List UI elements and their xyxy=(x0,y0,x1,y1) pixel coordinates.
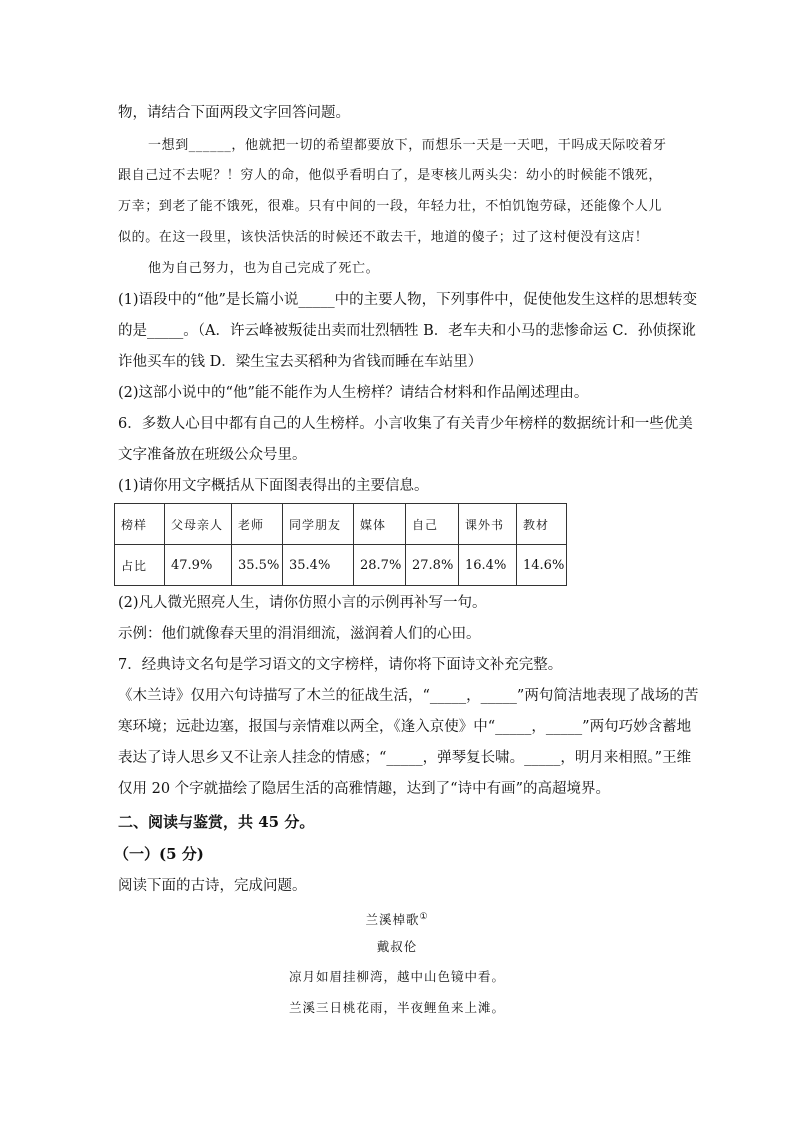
poem-author: 戴叔伦 xyxy=(376,939,418,954)
table-cell: 媒体 xyxy=(354,504,406,545)
poem-line-2: 兰溪三日桃花雨，半夜鲤鱼来上滩。 xyxy=(288,1000,505,1015)
excerpt-line-3: 万幸；到老了能不饿死，很难。只有中间的一段，年轻力壮，不怕饥饱劳碌，还能像个人儿 xyxy=(118,199,663,214)
q6-2: (2)凡人微光照亮人生，请你仿照小言的示例再补写一句。 xyxy=(118,595,487,611)
q6-1: (1)请你用文字概括从下面图表得出的主要信息。 xyxy=(118,478,429,494)
table-cell: 同学朋友 xyxy=(283,504,354,545)
table-row xyxy=(115,545,567,586)
table-cell: 榜样 xyxy=(115,504,165,545)
q5-1-line-1: (1)语段中的“他”是长篇小说_____中的主要人物，下列事件中，促使他发生这样的思想转变 xyxy=(118,292,698,308)
poem-title-text: 兰溪棹歌 xyxy=(365,912,420,928)
top-text: 物，请结合下面两段文字回答问题。 xyxy=(118,105,350,121)
instruction: 阅读下面的古诗，完成问题。 xyxy=(118,878,307,894)
table-cell: 14.6% xyxy=(517,545,567,586)
table-cell: 自己 xyxy=(406,504,459,545)
excerpt-line-1: 一想到______，他就把一切的希望都要放下，而想乐一天是一天吧，干吗成天际咬着牙 xyxy=(148,138,667,153)
table-cell: 父母亲人 xyxy=(165,504,232,545)
footnote-marker: ① xyxy=(419,912,429,922)
table-cell: 28.7% xyxy=(354,545,406,586)
table-cell: 课外书 xyxy=(459,504,517,545)
q7-line-4: 表达了诗人思乡又不让亲人挂念的情感；“_____，弹琴复长啸。_____，明月来相照。”王维 xyxy=(118,750,692,766)
excerpt-line-2: 跟自己过不去呢？！穷人的命，他似乎看明白了，是枣核儿两头尖：幼小的时候能不饿死， xyxy=(118,168,663,183)
example: 示例：他们就像春天里的涓涓细流，滋润着人们的心田。 xyxy=(118,626,481,642)
q6-line-1: 6．多数人心目中都有自己的人生榜样。小言收集了有关青少年榜样的数据统计和一些优美 xyxy=(118,416,693,432)
q6-line-2: 文字准备放在班级公众号里。 xyxy=(118,447,307,463)
table-cell: 35.4% xyxy=(283,545,354,586)
table-cell: 老师 xyxy=(232,504,283,545)
table-cell: 16.4% xyxy=(459,545,517,586)
q7-line-5: 仅用 20 个字就描绘了隐居生活的高雅情趣，达到了“诗中有画”的高超境界。 xyxy=(118,781,610,797)
table-cell: 教材 xyxy=(517,504,567,545)
table-cell: 27.8% xyxy=(406,545,459,586)
table-cell: 47.9% xyxy=(165,545,232,586)
q5-1-line-3: 诈他买车的钱 D．梁生宝去买稻种为省钱而睡在车站里） xyxy=(118,354,483,370)
table-cell: 占比 xyxy=(115,545,165,586)
section-heading: 二、阅读与鉴赏，共 45 分。 xyxy=(118,813,315,831)
q5-1-line-2: 的是_____。（A．许云峰被叛徒出卖而壮烈牺牲 B．老车夫和小马的悲惨命运 C．孙侦探讹 xyxy=(118,323,696,339)
q7-line-1: 7．经典诗文名句是学习语文的文字榜样，请你将下面诗文补充完整。 xyxy=(118,657,563,673)
q7-line-3: 寒环境；远赴边塞，报国与亲情难以两全，《逢入京使》中“_____，_____”两句巧妙含蓄地 xyxy=(118,719,692,735)
subsection-heading: （一）(5 分) xyxy=(114,845,204,863)
role-model-table xyxy=(114,503,567,586)
q5-2: (2)这部小说中的“他”能不能作为人生榜样？请结合材料和作品阐述理由。 xyxy=(118,385,589,401)
excerpt-line-4: 似的。在这一段里，该快活快活的时候还不敢去干，地道的傻子；过了这村便没有这店！ xyxy=(118,230,649,245)
q7-line-2: 《木兰诗》仅用六句诗描写了木兰的征战生活，“_____，_____”两句简洁地表现了战场的苦 xyxy=(118,688,699,704)
table-cell: 35.5% xyxy=(232,545,283,586)
poem-title xyxy=(0,907,794,930)
table-header-row xyxy=(115,504,567,545)
excerpt-line-5: 他为自己努力，也为自己完成了死亡。 xyxy=(148,261,380,276)
poem-line-1: 凉月如眉挂柳湾，越中山色镜中看。 xyxy=(288,969,505,984)
